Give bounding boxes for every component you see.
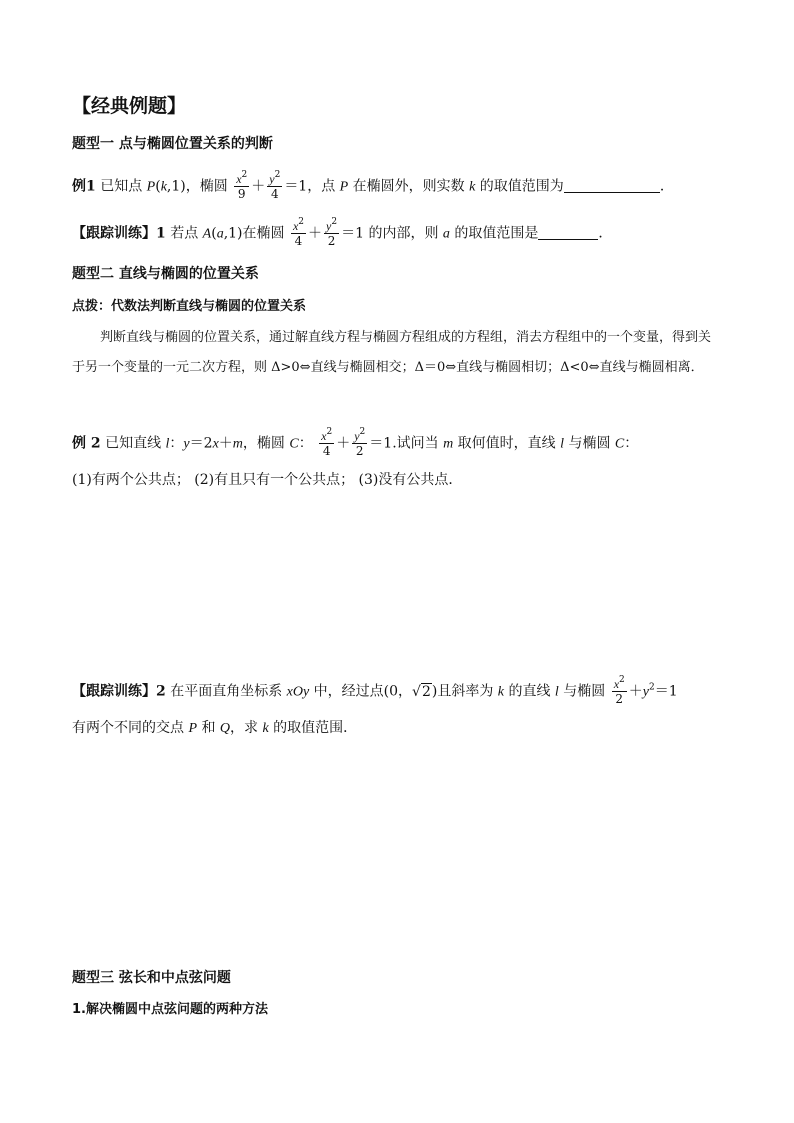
text: ：: [169, 435, 184, 452]
text: ．: [598, 225, 613, 242]
var-p: P: [188, 721, 198, 736]
var-a-point: A: [202, 226, 212, 242]
text: 已知点: [95, 178, 147, 195]
type1-title: 题型一 点与椭圆位置关系的判断: [72, 136, 273, 152]
type3-subtitle: 1.解决椭圆中点弦问题的两种方法: [72, 1002, 268, 1017]
text: 已知直线: [100, 435, 166, 452]
text: 中，经过点(0，: [309, 683, 413, 700]
plus: ＋: [628, 683, 643, 700]
fraction-y2-4: $\frac{y^2}{4}$: [269, 170, 281, 201]
var-a: a: [442, 226, 450, 242]
var-k: k: [497, 684, 505, 700]
var-m: m: [443, 436, 454, 452]
example-2-label: 例 2: [72, 435, 101, 452]
frac-den: 4: [322, 444, 331, 458]
text: 有两个不同的交点: [72, 720, 189, 736]
var-y: y: [642, 684, 649, 700]
example-1: [72, 172, 674, 201]
plus: ＋: [251, 178, 266, 195]
fraction-x2-2: $\frac{x^2}{2}$: [613, 675, 625, 706]
text: 在椭圆外，则实数: [348, 178, 470, 195]
frac-den: 9: [237, 187, 246, 201]
tracking-2-label: 【跟踪训练】2: [72, 683, 166, 700]
text: 的取值范围是: [449, 225, 539, 242]
frac-den: 2: [615, 692, 624, 706]
text: ：: [624, 435, 639, 452]
text: 与椭圆: [564, 435, 615, 452]
var-xoy: xOy: [286, 684, 310, 700]
text: 取何值时，直线: [453, 435, 561, 452]
text: ,1)，椭圆: [166, 178, 228, 195]
text: 的直线: [504, 683, 555, 700]
text: ＝1，点: [284, 178, 340, 195]
text: 的取值范围为: [475, 178, 564, 195]
var-l: l: [560, 436, 565, 452]
frac-num: y: [354, 429, 360, 443]
var-k: k: [262, 721, 269, 736]
text: 若点: [165, 225, 203, 242]
text: )且斜率为: [431, 683, 498, 700]
frac-den: 2: [327, 234, 336, 248]
answer-blank[interactable]: [538, 225, 598, 240]
text: 在平面直角坐标系: [165, 683, 287, 700]
tracking-exercise-2-line2: [72, 718, 357, 739]
frac-num: x: [236, 172, 242, 186]
text: ＋: [218, 435, 233, 452]
text: ＝2: [189, 435, 213, 452]
text: ＝1 的内部，则: [341, 225, 443, 242]
text: (: [211, 225, 217, 242]
text: ：: [298, 435, 313, 452]
frac-num: x: [292, 219, 299, 233]
plus: ＋: [336, 435, 351, 452]
var-k: k: [469, 179, 476, 195]
tracking-1-label: 【跟踪训练】1: [72, 225, 166, 242]
text: (: [155, 178, 161, 195]
example-2: [72, 429, 638, 458]
sqrt-2: √2: [412, 683, 431, 700]
var-k: k: [160, 179, 167, 195]
text: ,1)在椭圆: [223, 225, 285, 242]
var-x: x: [212, 436, 219, 452]
radicand: 2: [421, 683, 431, 700]
tip-paragraph: 判断直线与椭圆的位置关系，通过解直线方程与椭圆方程组成的方程组，消去方程组中的一个变量，得到关于另一个变量的一元二次方程，则 Δ>0⇔直线与椭圆相交；Δ＝0⇔直线与椭圆相切；Δ<0⇔直线与椭圆相离．: [72, 330, 712, 375]
text: 与椭圆: [558, 683, 606, 700]
frac-num: y: [326, 219, 332, 233]
var-p: P: [339, 179, 349, 195]
var-q: Q: [219, 721, 231, 736]
var-c: C: [289, 436, 299, 452]
section-heading: 【经典例题】: [72, 95, 187, 117]
var-m: m: [232, 436, 243, 452]
text: ．: [659, 178, 674, 195]
frac-den: 4: [294, 234, 303, 248]
example-2-questions: (1)有两个公共点； (2)有且只有一个公共点； (3)没有公共点．: [72, 472, 463, 488]
type3-title: 题型三 弦长和中点弦问题: [72, 970, 231, 986]
var-a: a: [216, 226, 224, 242]
plus: ＋: [308, 225, 323, 242]
text: ，椭圆: [242, 435, 290, 452]
fraction-y2-2: $\frac{y^2}{2}$: [326, 217, 338, 248]
var-c: C: [614, 436, 625, 452]
text: ＝1: [654, 683, 678, 700]
type2-title: 题型二 直线与椭圆的位置关系: [72, 266, 259, 282]
var-l: l: [165, 436, 170, 452]
example-1-label: 例1: [72, 178, 96, 195]
answer-blank[interactable]: [564, 178, 660, 193]
tracking-exercise-1: [72, 219, 612, 248]
var-y: y: [183, 436, 190, 452]
frac-den: 4: [270, 187, 279, 201]
fraction-y2-2: $\frac{y^2}{2}$: [354, 427, 366, 458]
frac-num: y: [269, 172, 275, 186]
tip-title: 点拨：代数法判断直线与椭圆的位置关系: [72, 299, 307, 314]
fraction-x2-4: $\frac{x^2}{4}$: [321, 427, 333, 458]
frac-num: x: [321, 429, 327, 443]
tracking-exercise-2: 【跟踪训练】2 在平面直角坐标系 xOy 中，经过点(0，√2)且斜率为 k 的直线 l 与椭圆 $\frac{x^2}{2}$ $+y^2=1$: [72, 675, 678, 706]
frac-num: x: [613, 677, 620, 691]
fraction-x2-4: $\frac{x^2}{4}$: [292, 217, 305, 248]
text: ，求: [230, 720, 263, 736]
fraction-x2-9: $\frac{x^2}{9}$: [236, 170, 248, 201]
text: ＝1.试问当: [369, 435, 444, 452]
text: 的取值范围．: [268, 720, 358, 736]
var-p: P: [146, 179, 156, 195]
text: 和: [197, 720, 220, 736]
frac-den: 2: [355, 444, 364, 458]
var-l: l: [554, 684, 559, 700]
